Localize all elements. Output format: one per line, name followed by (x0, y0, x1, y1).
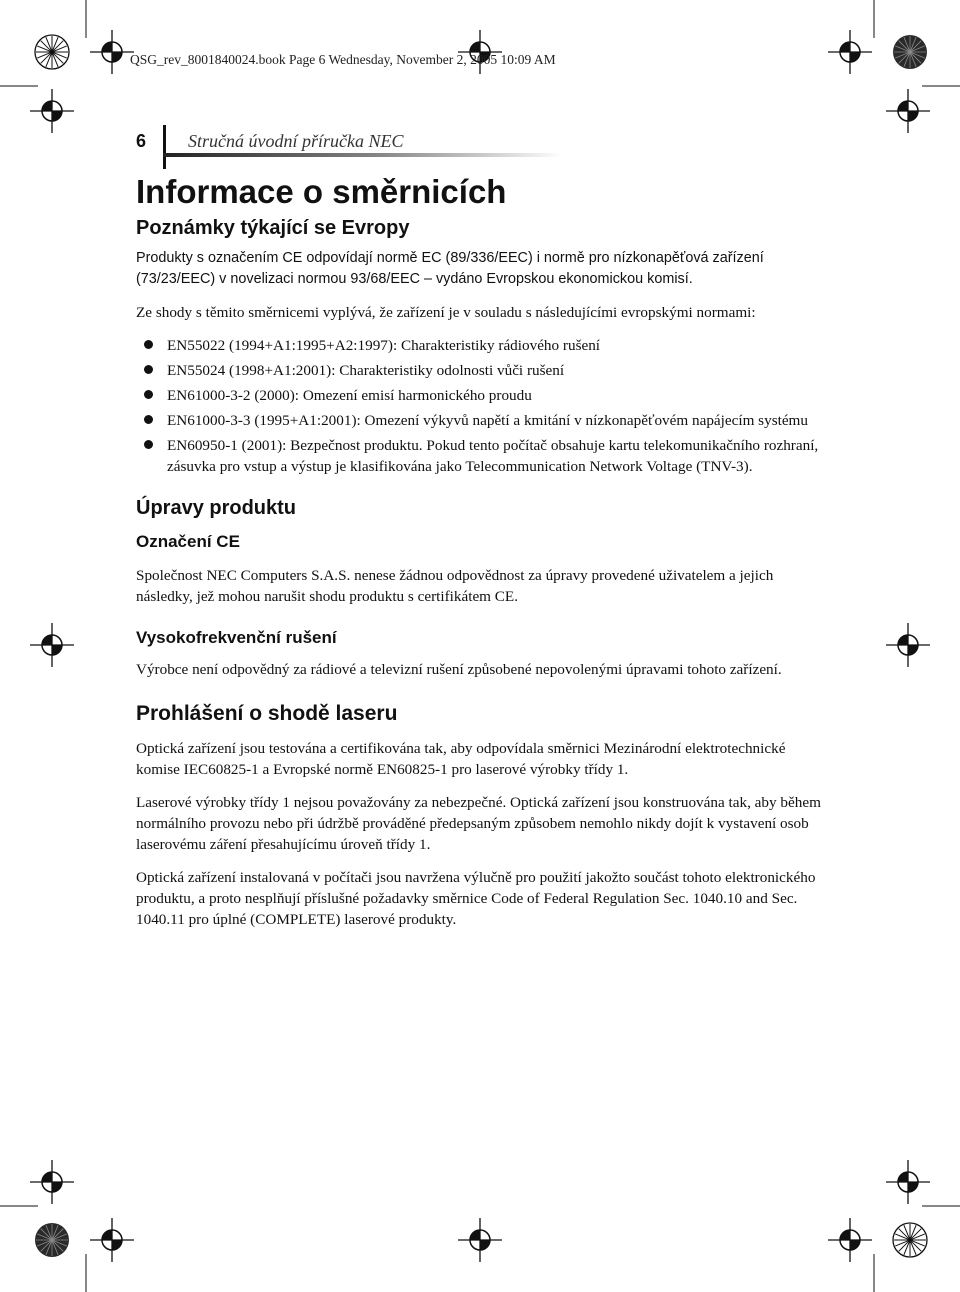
section-title-laser: Prohlášení o shodě laseru (136, 702, 398, 725)
bullet-icon (144, 415, 153, 424)
bullet-icon (144, 340, 153, 349)
list-item: EN60950-1 (2001): Bezpečnost produktu. Pokud tento počítač obsahuje kartu telekomunikačního rozhraní, zásuvka pro vstup a výstup je klasifikována jako Telecommunication Network Voltage (TNV-3). (136, 435, 826, 477)
guide-title: Stručná úvodní příručka NEC (188, 131, 404, 151)
laser-paragraph: Laserové výrobky třídy 1 nejsou považovány za nebezpečné. Optická zařízení jsou konstruována tak, aby během normálního provozu nebo při údržbě prováděné předepsaným způsobem nemohlo nikdy dojít k vystavení osob laserovému záření přesahujícímu úroveň třídy 1. (136, 794, 821, 853)
page-content (136, 172, 826, 942)
bullet-icon (144, 390, 153, 399)
standards-list (136, 335, 826, 477)
print-slug-line: QSG_rev_8001840024.book Page 6 Wednesday, November 2, 2005 10:09 AM (130, 52, 556, 67)
header-rule (163, 153, 563, 157)
list-item: EN55024 (1998+A1:2001): Charakteristiky odolnosti vůči rušení (136, 360, 826, 381)
compliance-paragraph: Ze shody s těmito směrnicemi vyplývá, že zařízení je v souladu s následujícími evropskými normami: (136, 304, 756, 321)
section-title-directives: Informace o směrnicích (136, 173, 507, 210)
laser-paragraph: Optická zařízení instalovaná v počítači jsou navržena výlučně pro použití jakožto součást tohoto elektronického produktu, a proto nesplňují příslušné požadavky směrnice Code of Federal Regulation Sec. 1040.10 and Sec. 1040.11 pro úplné (COMPLETE) laserové produkty. (136, 869, 816, 928)
subtitle-ce-marking: Označení CE (136, 532, 240, 551)
page-number: 6 (136, 131, 147, 151)
header-divider (163, 125, 166, 169)
section-title-modifications: Úpravy produktu (136, 497, 297, 519)
ce-intro-paragraph: Produkty s označením CE odpovídají normě EC (89/336/EEC) i normě pro nízkonapěťová zařízení (73/23/EEC) v novelizaci normou 93/68/EEC – vydáno Evropskou ekonomickou komisí. (136, 250, 764, 287)
subtitle-europe: Poznámky týkající se Evropy (136, 217, 410, 239)
laser-paragraph: Optická zařízení jsou testována a certifikována tak, aby odpovídala směrnici Mezinárodní elektrotechnické komise IEC60825-1 a Evropské normě EN60825-1 pro laserové výrobky třídy 1. (136, 740, 786, 778)
list-item: EN61000-3-3 (1995+A1:2001): Omezení výkyvů napětí a kmitání v nízkonapěťovém napájecím systému (136, 410, 826, 431)
rf-interference-paragraph: Výrobce není odpovědný za rádiové a televizní rušení způsobené nepovolenými úpravami tohoto zařízení. (136, 661, 782, 678)
list-item: EN55022 (1994+A1:1995+A2:1997): Charakteristiky rádiového rušení (136, 335, 826, 356)
subtitle-rf-interference: Vysokofrekvenční rušení (136, 628, 337, 647)
bullet-icon (144, 365, 153, 374)
bullet-icon (144, 440, 153, 449)
ce-marking-paragraph: Společnost NEC Computers S.A.S. nenese žádnou odpovědnost za úpravy provedené uživatelem a jejich následky, jež mohou narušit shodu produktu s certifikátem CE. (136, 567, 774, 605)
list-item: EN61000-3-2 (2000): Omezení emisí harmonického proudu (136, 385, 826, 406)
